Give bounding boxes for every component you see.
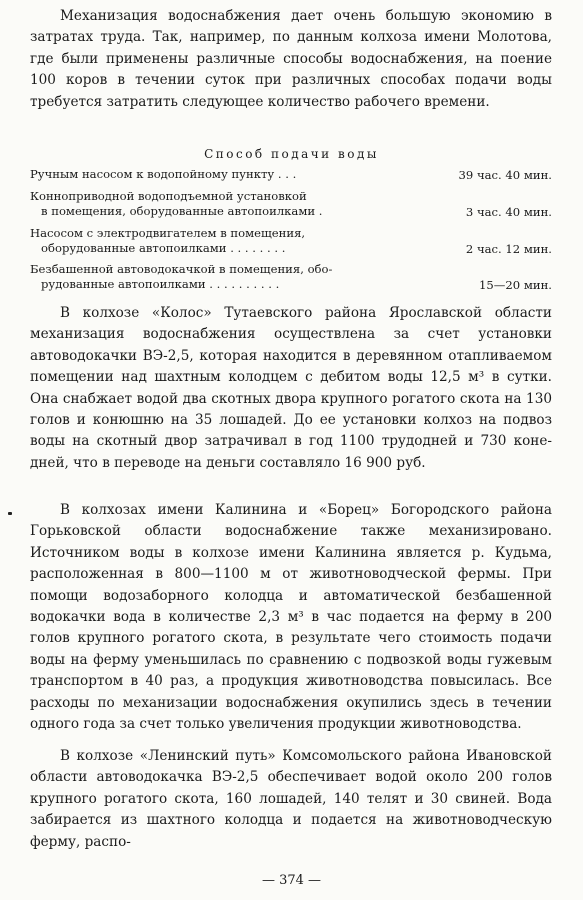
table-row	[30, 226, 552, 257]
row-time: 39 час. 40 мин.	[458, 167, 552, 182]
paragraph-2: В колхозе «Колос» Тутаевского района Ярославской области механизация водоснабжения осуществлена за счет установки автоводокачки ВЭ-2,5, которая находится в деревянном отапливаемом помещении над шахтным колодцем с дебитом воды 12,5 м³ в сутки. Она снабжает водой два скотных двора крупного рогатого скота на 130 голов и конюшню на 35 лошадей. До ее установки колхоз на подвоз воды на скотный двор затрачивал в год 1100 трудодней и 730 коне-дней, что в переводе на деньги составляло 16 900 руб.	[30, 305, 552, 471]
table-title: Способ подачи воды	[204, 147, 379, 161]
row-method-line-1: Насосом с электродвигателем в помещения,	[30, 226, 306, 240]
row-method-line-2: рудованные автопоилками . . . . . . . . . .	[41, 277, 280, 292]
row-method-line-1: Безбашенной автоводокачкой в помещения, обо-	[30, 262, 333, 276]
row-time: 3 час. 40 мин.	[465, 204, 552, 219]
table-row	[30, 167, 552, 183]
page-number: — 374 —	[261, 873, 322, 888]
row-method	[30, 167, 440, 182]
row-method-line-1: Ручным насосом к водопойному пункту . . .	[30, 167, 297, 181]
row-method-line-2: в помещения, оборудованные автопоилками .	[41, 204, 323, 219]
row-method-line-2: оборудованные автопоилками . . . . . . . .	[41, 241, 286, 256]
row-method	[30, 226, 440, 257]
paragraph-4: В колхозе «Ленинский путь» Комсомольского района Ивановской области автоводокачка ВЭ-2,5 обеспечивает водой около 200 голов крупного рогатого скота, 160 лошадей, 140 телят и 30 свиней. Вода забирается из шахтного колодца и подается на животноводческую ферму, распо-	[30, 748, 552, 850]
row-method	[30, 262, 440, 293]
row-time: 15—20 мин.	[479, 277, 552, 292]
ink-mark	[8, 512, 12, 515]
table-row	[30, 262, 552, 293]
paragraph-3: В колхозах имени Калинина и «Борец» Богородского района Горьковской области водоснабжение также механизировано. Источником воды в колхозе имени Калинина является р. Кудьма, расположенная в 800—1100 м от животноводческой фермы. При помощи водозаборного колодца и автоматической безбашенной водокачки вода в количестве 2,3 м³ в час подается на ферму в 200 голов крупного рогатого скота, в результате чего стоимость подачи воды на ферму уменьшилась по сравнению с подвозкой воды гужевым транспортом в 40 раз, а продукция животноводства повысилась. Все расходы по механизации водоснабжения окупились здесь в течении одного года за счет только увеличения продукции животноводства.	[30, 502, 552, 733]
row-method	[30, 189, 440, 220]
row-method-line-1: Конноприводной водоподъемной установкой	[30, 189, 307, 203]
paragraph-1: Механизация водоснабжения дает очень большую экономию в затратах труда. Так, например, по данным колхоза имени Молотова, где были применены различные способы водоснабжения, на поение 100 коров в течении суток при различных способах подачи воды требуется затратить следующее количество рабочего времени.	[30, 8, 552, 110]
row-time: 2 час. 12 мин.	[465, 241, 552, 256]
table-row	[30, 189, 552, 220]
